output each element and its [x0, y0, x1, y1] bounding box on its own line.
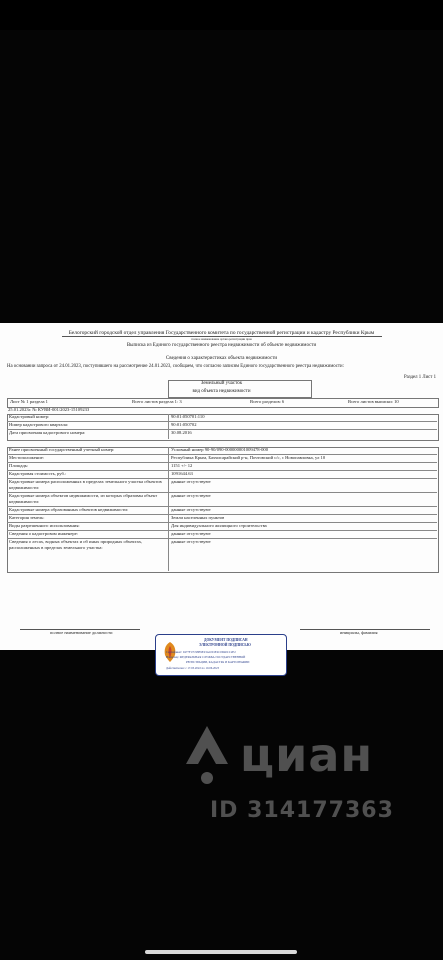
stamp-owner2: РЕГИСТРАЦИИ, КАДАСТРА И КАРТОГРАФИИ	[186, 660, 250, 664]
table-row	[7, 447, 437, 455]
field-label: Сведения о лесах, водных объектах и об иных природных объектах, расположенных в пределах земельного участка:	[9, 539, 143, 550]
table-row	[7, 414, 437, 422]
field-label: Категория земель:	[9, 515, 45, 520]
sheet-top-right: Раздел 1 Лист 1	[403, 375, 436, 380]
table-row	[7, 507, 437, 515]
field-value: данные отсутствуют	[171, 479, 211, 484]
location-pin-icon	[180, 720, 235, 790]
extract-number: 25.01.2023г. № КУВИ-001/2023-15109233	[8, 407, 90, 412]
stamp-cert: Сертификат: 0477F17C98E9E23A1001E2C0D40CC2E2	[166, 650, 236, 654]
field-value: Республика Крым, Бахчисарайский р-н, Почтовский с/с, с Новопавловка, ул 10	[171, 455, 326, 460]
field-value: 90:01:050701:110	[171, 414, 205, 419]
watermark-brand: циан	[240, 728, 374, 782]
field-value: 1091644.63	[171, 471, 193, 476]
stamp-title: ДОКУМЕНТ ПОДПИСАН	[204, 638, 248, 642]
sections-count: Всего разделов: 6	[250, 399, 285, 404]
table-row	[7, 515, 437, 523]
total-sheets: Всего листов выписки: 10	[348, 399, 399, 404]
table-row	[7, 455, 437, 463]
table-row	[7, 463, 437, 471]
field-label: Сведения о кадастровом инженере:	[9, 531, 79, 536]
table-row	[7, 493, 437, 507]
table-row	[7, 422, 437, 430]
field-label: Кадастровая стоимость, руб.:	[9, 471, 67, 476]
header-org: Белогорский городской отдел управления Государственного комитета по государственной регистрации и кадастру Республики Крым	[68, 330, 375, 336]
initials-caption: инициалы, фамилия	[340, 630, 378, 635]
table-row	[7, 471, 437, 479]
field-label: Дата присвоения кадастрового номера:	[9, 430, 86, 435]
cian-watermark	[180, 720, 410, 850]
document-sheet	[0, 323, 443, 650]
field-label: Кадастровый номер:	[9, 414, 50, 419]
section-sheets: Всего листов раздела 1: 3	[132, 399, 182, 404]
table-row	[7, 430, 437, 437]
field-value: 1151 +/- 12	[171, 463, 193, 468]
field-value: Земли населенных пунктов	[171, 515, 225, 520]
field-label: Ранее присвоенный государственный учетный номер:	[9, 447, 115, 452]
field-value: Для индивидуального жилищного строительства	[171, 523, 267, 528]
field-value: данные отсутствуют	[171, 493, 211, 498]
table-row	[7, 479, 437, 493]
header-org-caption: полное наименование органа регистрации прав	[191, 336, 252, 341]
field-value: данные отсутствуют	[171, 539, 211, 544]
field-value: данные отсутствуют	[171, 531, 211, 536]
object-caption: вид объекта недвижимости	[192, 389, 251, 394]
table-row	[7, 531, 437, 539]
field-value: 30.08.2016	[171, 430, 192, 435]
e-signature-stamp	[155, 634, 287, 676]
object-type: Земельный участок	[200, 381, 243, 386]
document-title: Выписка из Единого государственного реестра недвижимости об объекте недвижимости	[126, 343, 317, 348]
field-value: 90:01:050702	[171, 422, 197, 427]
request-line: На основании запроса от 24.01.2023, поступившего на рассмотрение 24.01.2023, сообщаем, что согласно записям Единого государственного реестра недвижимости:	[7, 364, 344, 369]
sheet-number: Лист № 1 раздела 1	[10, 399, 48, 404]
home-indicator[interactable]	[145, 950, 297, 954]
field-label: Местоположение:	[9, 455, 45, 460]
field-value: данные отсутствуют	[171, 507, 211, 512]
top-bar	[0, 0, 443, 30]
document-subtitle: Сведения о характеристиках объекта недвижимости	[165, 356, 278, 361]
field-label: Номер кадастрового квартала:	[9, 422, 69, 427]
stamp-title2: ЭЛЕКТРОННОЙ ПОДПИСЬЮ	[199, 643, 251, 647]
table-row	[7, 523, 437, 531]
position-caption: полное наименование должности	[50, 630, 113, 635]
field-value: Условный номер 90-90/090-000000001009478-000	[171, 447, 268, 452]
table-row	[7, 539, 437, 552]
field-label: Кадастровые номера расположенных в пределах земельного участка объектов недвижимости:	[9, 479, 162, 490]
stamp-valid: Действителен: с 17.03.2022 по 10.06.2023	[166, 666, 220, 670]
watermark-id: ID 314177363	[210, 798, 394, 823]
field-label: Площадь:	[9, 463, 29, 468]
field-label: Виды разрешенного использования:	[9, 523, 80, 528]
field-label: Кадастровые номера объектов недвижимости, из которых образован объект недвижимости:	[9, 493, 158, 504]
field-label: Кадастровые номера образованных объектов недвижимости:	[9, 507, 129, 512]
stamp-owner: Владелец: ФЕДЕРАЛЬНАЯ СЛУЖБА ГОСУДАРСТВЕННОЙ	[166, 655, 246, 659]
